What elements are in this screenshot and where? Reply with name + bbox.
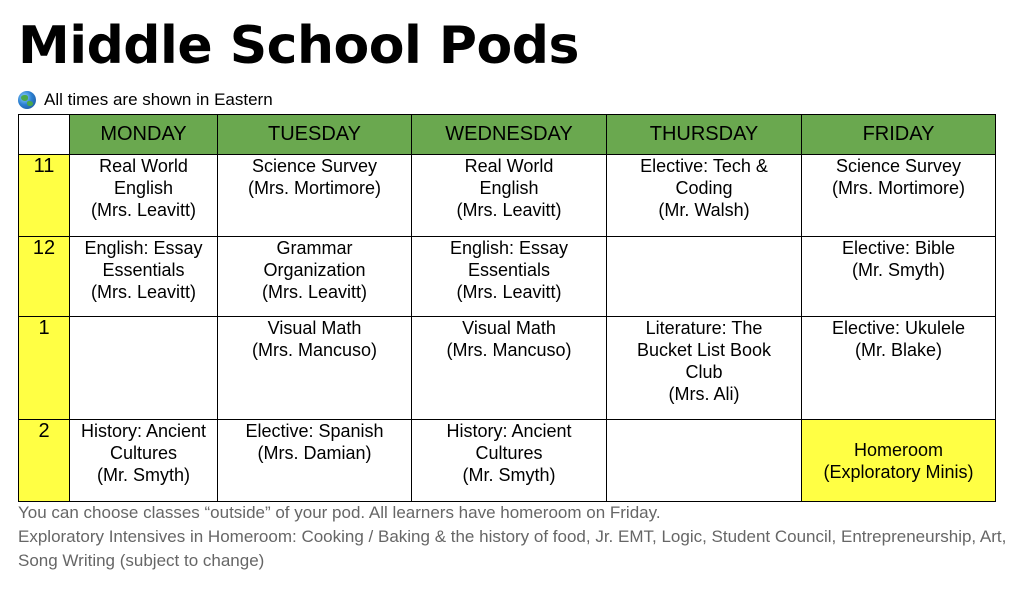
class-cell-line: (Mrs. Damian)	[257, 443, 372, 463]
class-cell-line: (Mrs. Mancuso)	[251, 340, 377, 360]
note-pods: You can choose classes “outside” of your pod. All learners have homeroom on Friday.	[18, 503, 661, 522]
class-cell	[218, 317, 412, 420]
empty-cell	[607, 237, 802, 317]
class-cell-line: Elective: Spanish	[245, 421, 384, 441]
class-cell-line: Elective: Ukulele	[831, 318, 966, 338]
class-cell	[218, 237, 412, 317]
class-cell-line: Homeroom	[853, 439, 944, 460]
time-row	[19, 155, 996, 237]
class-cell	[607, 317, 802, 420]
day-header-monday: MONDAY	[70, 115, 218, 155]
class-cell-line: (Mrs. Mortimore)	[832, 178, 965, 198]
class-cell-line: English	[479, 178, 539, 198]
class-cell-line: History: Ancient	[446, 421, 572, 441]
class-cell-line: Grammar	[276, 238, 353, 258]
time-slot: 12	[19, 237, 70, 317]
class-cell	[802, 317, 996, 420]
class-cell-line: (Mr. Walsh)	[658, 200, 750, 220]
class-cell-line: Real World	[99, 156, 188, 176]
class-cell-line: Essentials	[467, 260, 551, 280]
class-cell	[802, 237, 996, 317]
class-cell-line: Science Survey	[251, 156, 378, 176]
class-cell-line: English	[113, 178, 174, 198]
class-cell	[70, 420, 218, 502]
class-cell-line: Coding	[675, 178, 733, 198]
class-cell-line: Visual Math	[462, 318, 556, 338]
time-row	[19, 237, 996, 317]
class-cell	[412, 155, 607, 237]
class-cell-line: English: Essay	[449, 238, 569, 258]
header-row	[19, 115, 996, 155]
day-header-tuesday: TUESDAY	[218, 115, 412, 155]
class-cell-line: (Mrs. Leavitt)	[456, 282, 562, 302]
class-cell-line: Club	[685, 362, 723, 382]
day-header-wednesday: WEDNESDAY	[412, 115, 607, 155]
class-cell-line: Visual Math	[267, 318, 362, 338]
class-cell	[802, 420, 996, 502]
class-cell	[70, 237, 218, 317]
empty-cell	[70, 317, 218, 420]
class-cell-line: Bucket List Book	[636, 340, 772, 360]
class-cell-line: (Exploratory Minis)	[823, 461, 974, 482]
class-cell	[412, 420, 607, 502]
class-cell-line: Organization	[263, 260, 366, 280]
class-cell-line: (Mrs. Leavitt)	[90, 282, 196, 302]
class-cell-line: Essentials	[102, 260, 185, 280]
class-cell-line: Literature: The	[645, 318, 763, 338]
timezone-note-text: All times are shown in Eastern	[44, 90, 273, 109]
footer-notes	[18, 501, 1008, 573]
empty-cell	[607, 420, 802, 502]
time-row	[19, 420, 996, 502]
class-cell-line: (Mr. Blake)	[854, 340, 942, 360]
day-header-thursday: THURSDAY	[607, 115, 802, 155]
schedule-table	[18, 114, 996, 502]
class-cell-line: History: Ancient	[80, 421, 207, 441]
class-cell	[607, 155, 802, 237]
class-cell-line: Science Survey	[835, 156, 962, 176]
class-cell-line: Elective: Bible	[841, 238, 956, 258]
class-cell-line: (Mrs. Leavitt)	[456, 200, 562, 220]
globe-icon	[18, 91, 36, 109]
time-row	[19, 317, 996, 420]
class-cell	[218, 155, 412, 237]
class-cell-line: (Mrs. Mancuso)	[446, 340, 572, 360]
corner-cell	[19, 115, 70, 155]
class-cell-line: Cultures	[475, 443, 543, 463]
timezone-note	[18, 89, 273, 111]
class-cell-line: (Mr. Smyth)	[462, 465, 556, 485]
class-cell-line: Cultures	[109, 443, 178, 463]
class-cell	[218, 420, 412, 502]
class-cell-line: Elective: Tech &	[640, 156, 768, 176]
time-slot: 1	[19, 317, 70, 420]
day-header-friday: FRIDAY	[802, 115, 996, 155]
class-cell-line: (Mrs. Leavitt)	[261, 282, 367, 302]
class-cell-line: (Mrs. Mortimore)	[248, 178, 381, 198]
note-exploratory: Exploratory Intensives in Homeroom: Cooking / Baking & the history of food, Jr. EMT, Logic, Student Council, Entrepreneurship, Art, Song Writing (subject to change)	[18, 527, 1007, 570]
class-cell-line: Real World	[464, 156, 554, 176]
class-cell	[70, 155, 218, 237]
class-cell	[412, 237, 607, 317]
class-cell-line: (Mrs. Ali)	[668, 384, 740, 404]
class-cell-line: (Mr. Smyth)	[852, 260, 945, 280]
class-cell-line: (Mr. Smyth)	[97, 465, 190, 485]
time-slot: 11	[19, 155, 70, 237]
class-cell-line: (Mrs. Leavitt)	[90, 200, 196, 220]
class-cell	[802, 155, 996, 237]
page-title: Middle School Pods	[18, 16, 579, 76]
time-slot: 2	[19, 420, 70, 502]
class-cell-line: English: Essay	[84, 238, 203, 258]
class-cell	[412, 317, 607, 420]
